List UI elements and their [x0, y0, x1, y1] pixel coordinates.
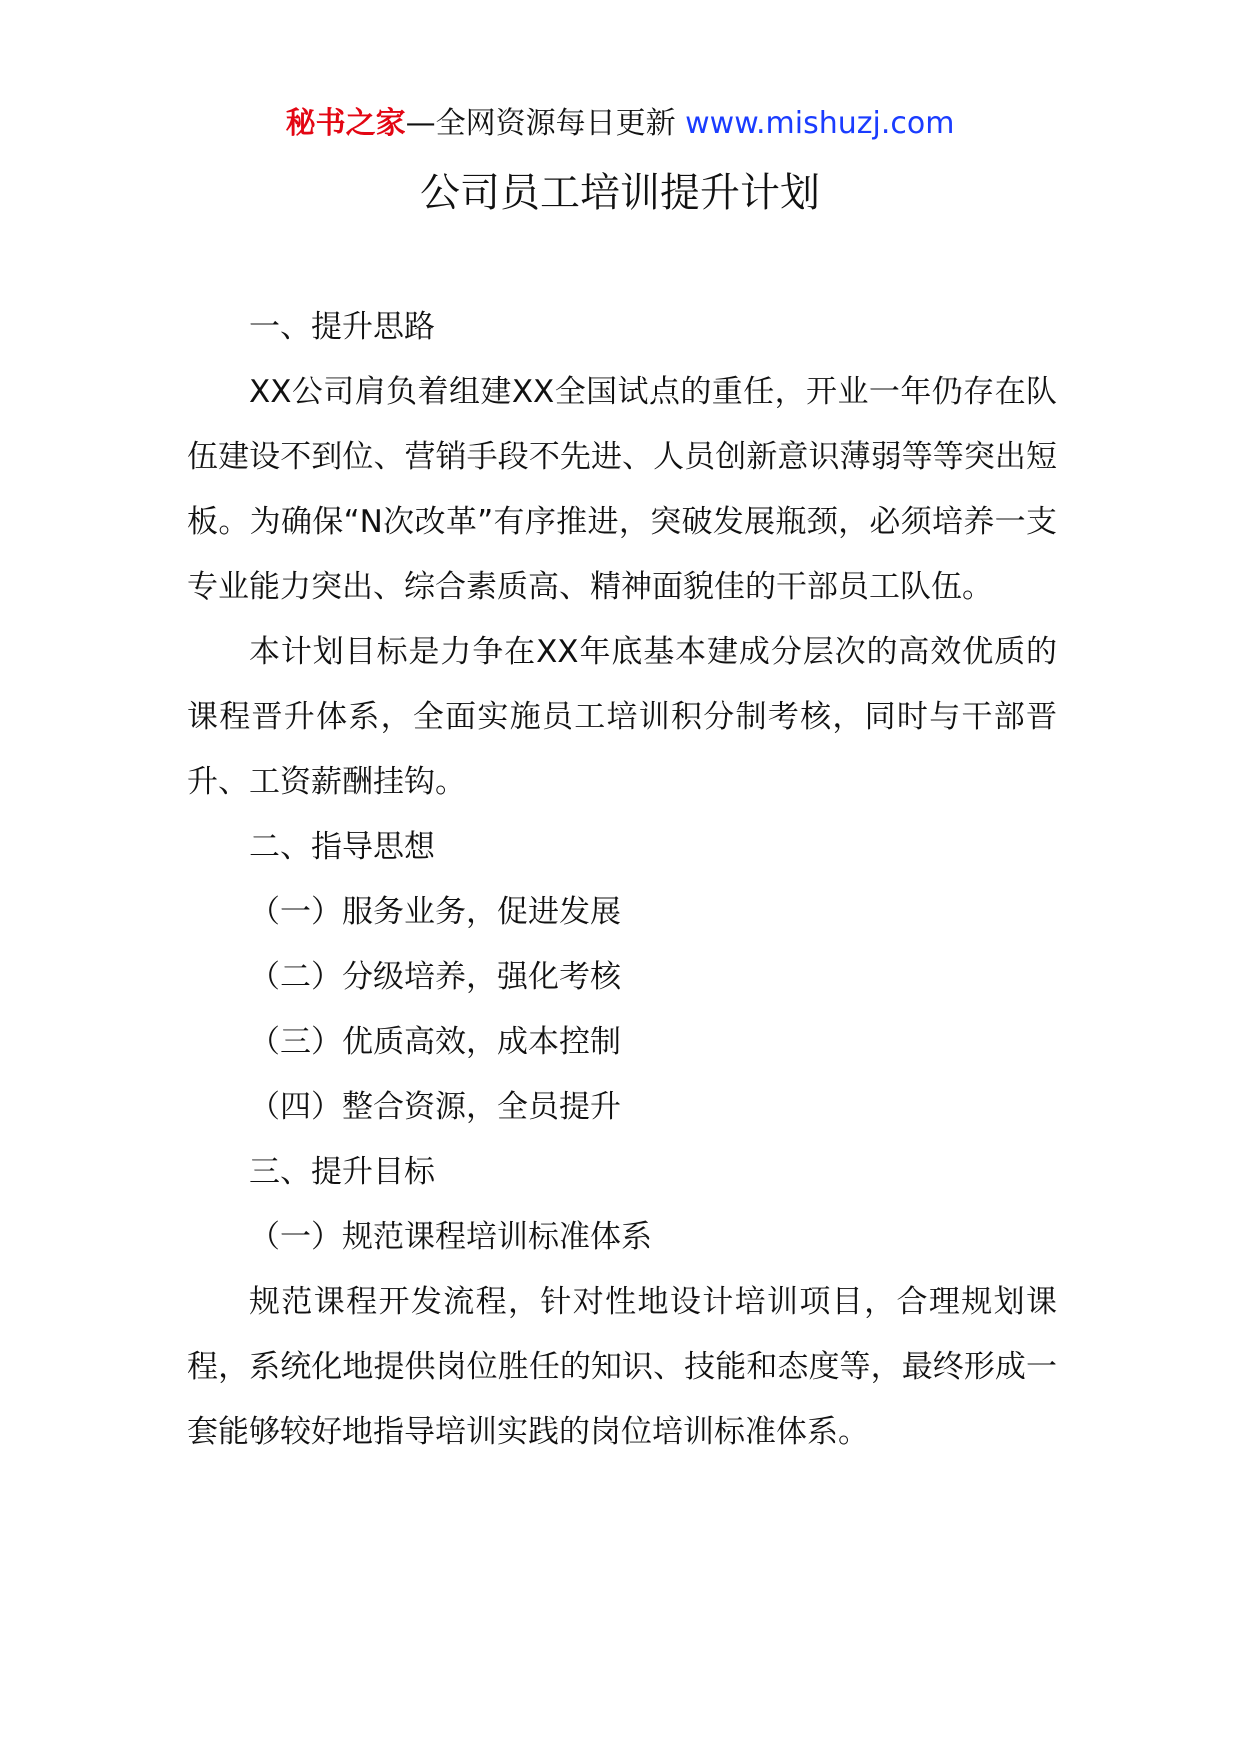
document-body — [187, 295, 1057, 1465]
document-title: 公司员工培训提升计划 — [420, 170, 820, 216]
site-url-link[interactable]: www.mishuzj.com — [685, 106, 955, 141]
list-item-2: （二）分级培养，强化考核 — [249, 959, 621, 995]
brand-name: 秘书之家 — [285, 106, 406, 141]
subsection-heading-1: （一）规范课程培训标准体系 — [249, 1219, 652, 1255]
list-item-4: （四）整合资源，全员提升 — [249, 1089, 621, 1125]
section-heading-2: 二、指导思想 — [249, 829, 435, 865]
paragraph-1: XX公司肩负着组建XX全国试点的重任，开业一年仍存在队伍建设不到位、营销手段不先进、人员创新意识薄弱等等突出短板。为确保“N次改革”有序推进，突破发展瓶颈，必须培养一支专业能力突出、综合素质高、精神面貌佳的干部员工队伍。 — [187, 374, 1057, 605]
list-item-3: （三）优质高效，成本控制 — [249, 1024, 621, 1060]
header-tagline: —全网资源每日更新 — [405, 106, 686, 141]
paragraph-2: 本计划目标是力争在XX年底基本建成分层次的高效优质的课程晋升体系，全面实施员工培训积分制考核，同时与干部晋升、工资薪酬挂钩。 — [187, 634, 1057, 800]
list-item-1: （一）服务业务，促进发展 — [249, 894, 621, 930]
section-heading-3: 三、提升目标 — [249, 1154, 435, 1190]
site-header — [0, 100, 1240, 148]
paragraph-3: 规范课程开发流程，针对性地设计培训项目，合理规划课程，系统化地提供岗位胜任的知识、技能和态度等，最终形成一套能够较好地指导培训实践的岗位培训标准体系。 — [187, 1284, 1057, 1450]
section-heading-1: 一、提升思路 — [249, 309, 435, 345]
